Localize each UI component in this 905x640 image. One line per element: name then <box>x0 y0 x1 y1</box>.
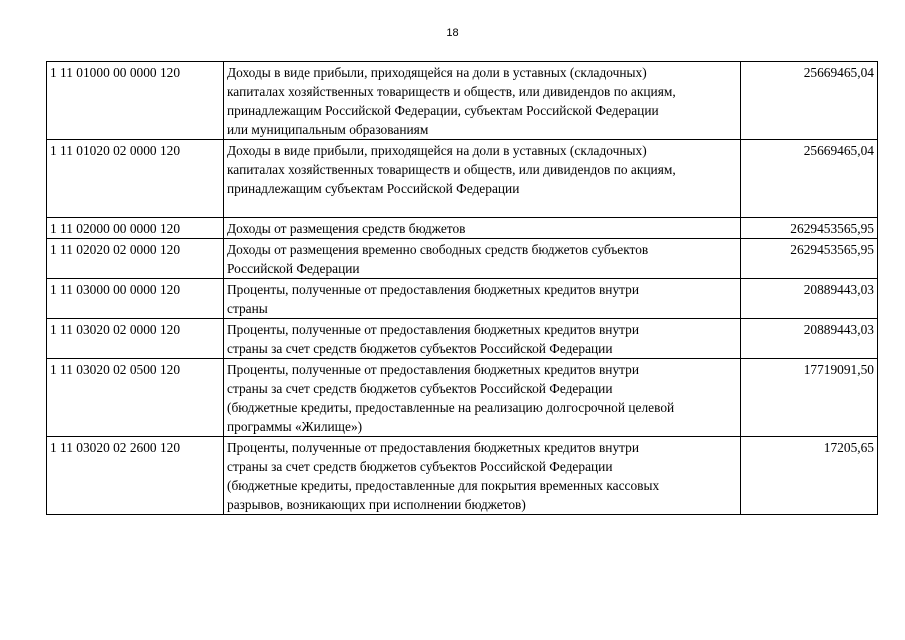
table-body <box>47 62 878 515</box>
description-line: Проценты, полученные от предоставления бюджетных кредитов внутри <box>227 440 640 455</box>
description-line: Доходы в виде прибыли, приходящейся на доли в уставных (складочных) <box>227 143 647 158</box>
table-row <box>47 239 878 279</box>
budget-classification-code: 1 11 03020 02 0500 120 <box>47 359 224 437</box>
revenue-amount: 20889443,03 <box>741 319 878 359</box>
budget-classification-code: 1 11 03020 02 0000 120 <box>47 319 224 359</box>
revenue-description <box>224 319 741 359</box>
table-row <box>47 279 878 319</box>
revenue-amount: 17205,65 <box>741 437 878 515</box>
revenue-description <box>224 62 741 140</box>
budget-classification-code: 1 11 01000 00 0000 120 <box>47 62 224 140</box>
revenue-description <box>224 218 741 239</box>
revenue-amount: 2629453565,95 <box>741 239 878 279</box>
table-row <box>47 319 878 359</box>
description-line: Доходы от размещения средств бюджетов <box>227 221 466 236</box>
description-line: Доходы от размещения временно свободных средств бюджетов субъектов <box>227 242 649 257</box>
description-line: страны за счет средств бюджетов субъектов Российской Федерации <box>227 459 613 474</box>
revenue-description <box>224 239 741 279</box>
description-line: Проценты, полученные от предоставления бюджетных кредитов внутри <box>227 362 640 377</box>
revenue-description <box>224 140 741 218</box>
revenue-amount: 25669465,04 <box>741 62 878 140</box>
description-line: (бюджетные кредиты, предоставленные на реализацию долгосрочной целевой <box>227 400 675 415</box>
budget-classification-code: 1 11 02020 02 0000 120 <box>47 239 224 279</box>
revenue-amount: 20889443,03 <box>741 279 878 319</box>
revenue-description <box>224 437 741 515</box>
table-row <box>47 62 878 140</box>
budget-classification-code: 1 11 03000 00 0000 120 <box>47 279 224 319</box>
description-line: капиталах хозяйственных товариществ и обществ, или дивидендов по акциям, <box>227 84 676 99</box>
budget-classification-code: 1 11 02000 00 0000 120 <box>47 218 224 239</box>
revenue-amount: 25669465,04 <box>741 140 878 218</box>
description-line: страны за счет средств бюджетов субъектов Российской Федерации <box>227 381 613 396</box>
description-line: капиталах хозяйственных товариществ и обществ, или дивидендов по акциям, <box>227 162 676 177</box>
revenue-description <box>224 279 741 319</box>
description-line: принадлежащим Российской Федерации, субъектам Российской Федерации <box>227 103 659 118</box>
description-line: программы «Жилище») <box>227 419 363 434</box>
description-line: страны <box>227 301 268 316</box>
description-line: принадлежащим субъектам Российской Федерации <box>227 181 520 196</box>
page-number: 18 <box>446 27 459 39</box>
description-line: Проценты, полученные от предоставления бюджетных кредитов внутри <box>227 322 640 337</box>
table-row <box>47 140 878 218</box>
description-line: разрывов, возникающих при исполнении бюджетов) <box>227 497 526 512</box>
budget-classification-code: 1 11 03020 02 2600 120 <box>47 437 224 515</box>
description-line: или муниципальным образованиям <box>227 122 429 137</box>
description-line <box>227 198 737 217</box>
table-row <box>47 437 878 515</box>
revenue-amount: 2629453565,95 <box>741 218 878 239</box>
description-line: Проценты, полученные от предоставления бюджетных кредитов внутри <box>227 282 640 297</box>
description-line: Доходы в виде прибыли, приходящейся на доли в уставных (складочных) <box>227 65 647 80</box>
description-line: Российской Федерации <box>227 261 360 276</box>
description-line: страны за счет средств бюджетов субъектов Российской Федерации <box>227 341 613 356</box>
description-line: (бюджетные кредиты, предоставленные для покрытия временных кассовых <box>227 478 660 493</box>
table-row <box>47 218 878 239</box>
revenue-amount: 17719091,50 <box>741 359 878 437</box>
table-row <box>47 359 878 437</box>
revenue-description <box>224 359 741 437</box>
budget-classification-code: 1 11 01020 02 0000 120 <box>47 140 224 218</box>
budget-revenue-table <box>46 61 878 515</box>
